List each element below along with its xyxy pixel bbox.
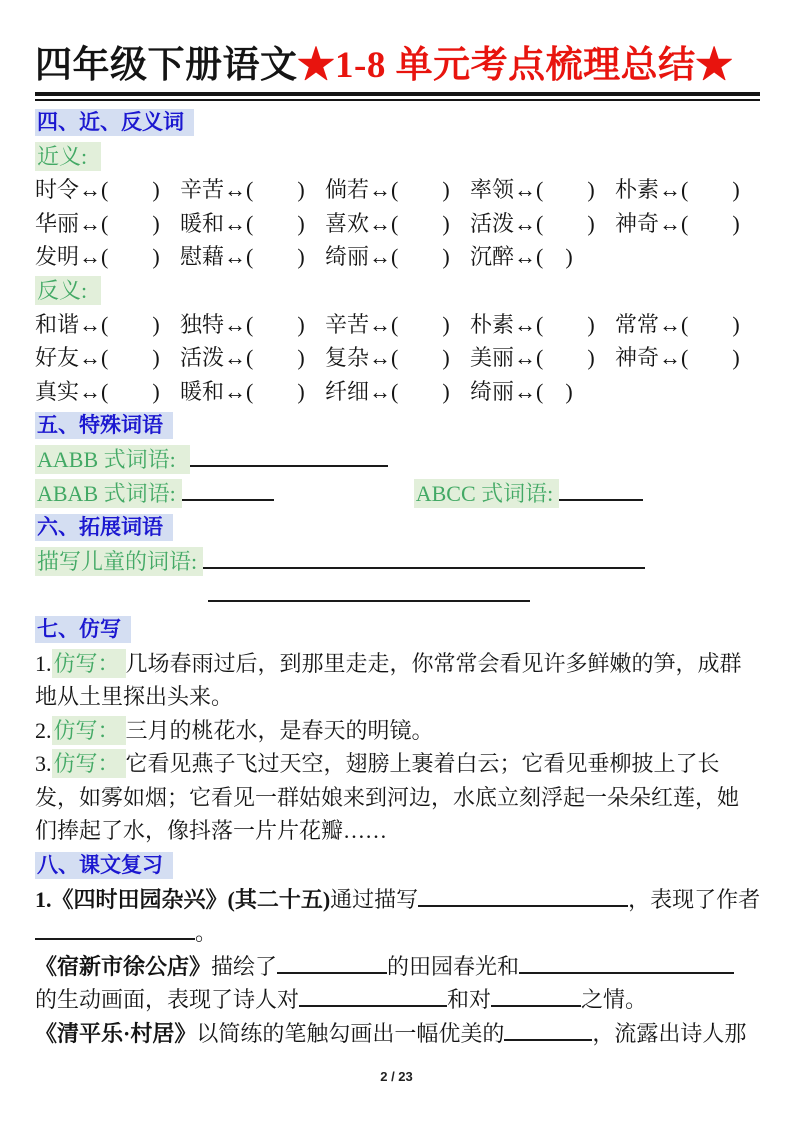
mimic-text: 几场春雨过后，到那里走走，你常常会看见许多鲜嫩的笋，成群地从土里探出头来。 [35,650,742,710]
word-pair: 暖和↔( ) [180,378,305,404]
synonym-row-2 [35,207,760,241]
word-pair: 绮丽↔( ) [470,378,573,404]
review-item-2-line-1 [35,950,760,984]
review-text: ，表现了作者 [628,886,761,912]
section-6 [35,510,760,545]
section-7-heading: 七、仿写 [35,616,131,643]
mimic-item-2 [35,714,760,748]
word-pair: 辛苦↔( ) [325,311,450,337]
word-pair: 时令↔( ) [35,177,160,203]
worksheet-content [35,105,760,1051]
title-main-text: 四年级下册语文 [35,45,298,86]
word-pair: 朴素↔( ) [615,177,740,203]
antonym-row-2 [35,341,760,375]
answer-blank [182,479,274,501]
answer-blank [190,445,388,467]
word-pair: 绮丽↔( ) [325,244,450,270]
answer-blank [559,479,643,501]
review-text: 的生动画面，表现了诗人对 [35,987,300,1013]
title-highlight-text: ★1-8 单元考点梳理总结★ [297,45,734,86]
word-pair: 真实↔( ) [35,378,160,404]
review-item-1-line-1 [35,883,760,917]
children-words-continuation [35,578,760,612]
children-words-line [35,545,760,579]
review-item-3-line-1 [35,1017,760,1051]
abcc-label: ABCC 式词语: [414,479,560,508]
mimic-item-1 [35,647,760,714]
poem-title: 《清平乐·村居》 [35,1021,197,1047]
section-5-heading: 五、特殊词语 [35,412,173,439]
synonym-row-3 [35,240,760,274]
review-text: 和对 [447,987,492,1013]
answer-blank [203,547,645,569]
word-pair: 活泼↔( ) [470,210,595,236]
mimic-text: 它看见燕子飞过天空，翅膀上裹着白云；它看见垂柳披上了长发，如雾如烟；它看见一群姑娘来到河边，水底立刻浮起一朵朵红莲，她们捧起了水，像抖落一片片花瓣…… [35,751,740,844]
word-pair: 常常↔( ) [615,311,740,337]
mimic-label: 仿写： [52,749,126,778]
synonym-label-line [35,140,760,174]
word-pair: 率领↔( ) [470,177,595,203]
item-number: 3. [35,751,52,777]
antonym-row-3 [35,375,760,409]
word-pair: 暖和↔( ) [180,210,305,236]
word-pair: 独特↔( ) [180,311,305,337]
poem-title: 《宿新市徐公店》 [35,953,212,979]
review-text: 的田园春光和 [387,953,520,979]
abab-label: ABAB 式词语: [35,479,182,508]
word-pair: 华丽↔( ) [35,210,160,236]
review-text: 描绘了 [211,953,278,979]
abab-abcc-line [35,477,760,511]
title-divider [35,92,760,101]
children-words-label: 描写儿童的词语: [35,547,203,576]
synonym-label: 近义: [35,142,101,171]
aabb-label: AABB 式词语: [35,445,190,474]
word-pair: 沉醉↔( ) [470,244,573,270]
synonym-row-1 [35,173,760,207]
answer-blank [35,918,195,940]
mimic-item-3 [35,747,760,848]
section-4-heading: 四、近、反义词 [35,109,194,136]
aabb-line [35,443,760,477]
word-pair: 纤细↔( ) [325,378,450,404]
word-pair: 和谐↔( ) [35,311,160,337]
section-7 [35,612,760,647]
review-item-2-line-2 [35,983,760,1017]
mimic-label: 仿写： [52,716,126,745]
word-pair: 慰藉↔( ) [180,244,305,270]
mimic-label: 仿写： [52,649,126,678]
antonym-label: 反义: [35,276,101,305]
answer-blank [418,885,628,907]
answer-blank [277,952,387,974]
mimic-text: 三月的桃花水，是春天的明镜。 [125,717,434,743]
answer-blank [504,1019,592,1041]
page-number: 2 / 23 [380,1069,413,1084]
answer-blank [208,581,530,603]
word-pair: 美丽↔( ) [470,345,595,371]
section-5 [35,408,760,443]
item-number: 2. [35,717,52,743]
page-title [35,42,760,90]
review-text: 之情。 [581,987,648,1013]
review-item-1-line-2 [35,916,760,950]
word-pair: 神奇↔( ) [615,210,740,236]
review-text: 以简练的笔触勾画出一幅优美的 [196,1021,505,1047]
word-pair: 朴素↔( ) [470,311,595,337]
review-text: 。 [195,920,218,946]
review-text: ，流露出诗人那 [592,1021,747,1047]
poem-title: 《四时田园杂兴》(其二十五) [51,886,331,912]
antonym-label-line [35,274,760,308]
section-4 [35,105,760,140]
antonym-row-1 [35,308,760,342]
item-number: 1. [35,650,52,676]
answer-blank [299,986,447,1008]
answer-blank [491,986,581,1008]
word-pair: 神奇↔( ) [615,345,740,371]
word-pair: 复杂↔( ) [325,345,450,371]
item-number: 1. [35,886,52,912]
word-pair: 倘若↔( ) [325,177,450,203]
section-6-heading: 六、拓展词语 [35,514,173,541]
section-8-heading: 八、课文复习 [35,852,173,879]
word-pair: 喜欢↔( ) [325,210,450,236]
word-pair: 辛苦↔( ) [180,177,305,203]
word-pair: 发明↔( ) [35,244,160,270]
answer-blank [519,952,734,974]
word-pair: 活泼↔( ) [180,345,305,371]
section-8 [35,848,760,883]
word-pair: 好友↔( ) [35,345,160,371]
review-text: 通过描写 [330,886,419,912]
